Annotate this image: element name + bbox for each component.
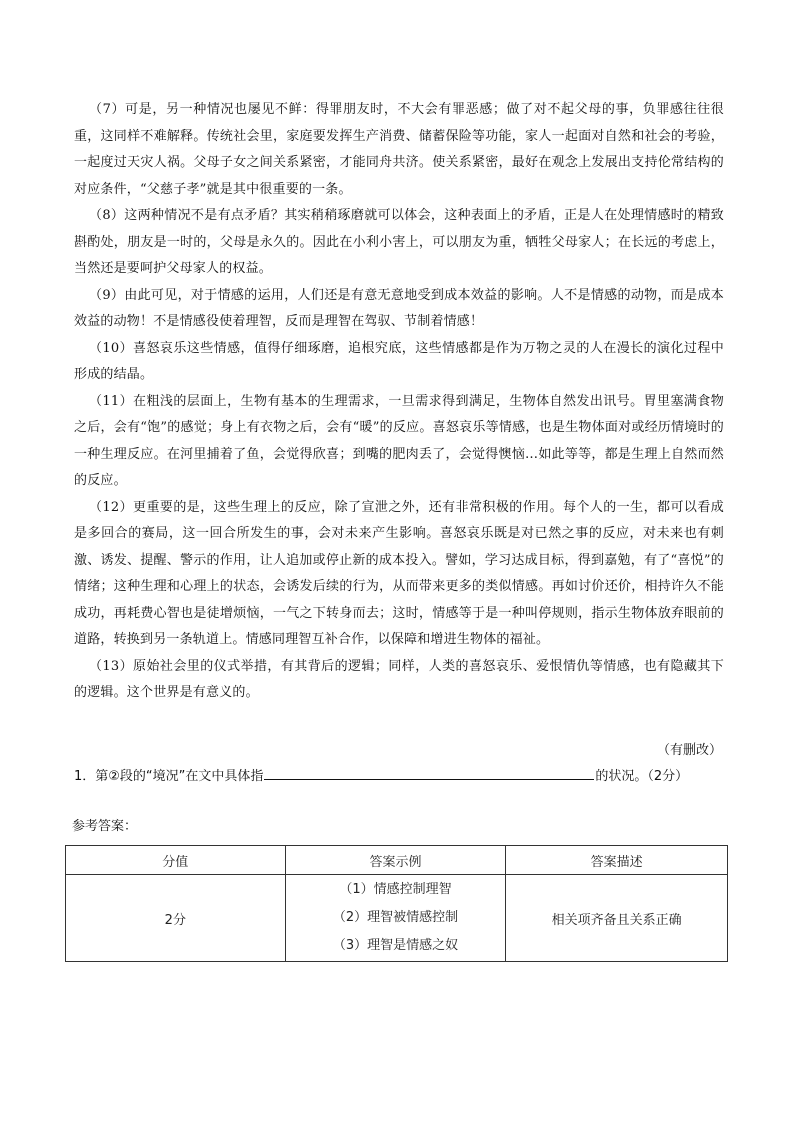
header-example: 答案示例 [285, 846, 506, 875]
question-1 [74, 764, 734, 790]
paragraph-8: （8）这两种情况不是有点矛盾？其实稍稍琢磨就可以体会，这种表面上的矛盾，正是人在处理情感时的精致斟酌处，朋友是一时的，父母是永久的。因此在小利小害上，可以朋友为重，牺牲父母家人；在长远的考虑上，当然还是要呵护父母家人的权益。 [74, 208, 724, 276]
answer-table-header-row [66, 846, 728, 875]
reading-passage [74, 97, 724, 707]
answer-table [65, 845, 728, 962]
paragraph-12: （12）更重要的是，这些生理上的反应，除了宣泄之外，还有非常积极的作用。每个人的一生，都可以看成是多回合的赛局，这一回合所发生的事，会对未来产生影响。喜怒哀乐既是对已然之事的反应，对未来也有刺激、诱发、提醒、警示的作用，让人追加或停止新的成本投入。譬如，学习达成目标，得到嘉勉，有了“喜悦”的情绪；这种生理和心理上的状态，会诱发后续的行为，从而带来更多的类似情感。再如讨价还价，相持许久不能成功，再耗费心智也是徒增烦恼，一气之下转身而去；这时，情感等于是一种叫停规则，指示生物体放弃眼前的道路，转换到另一条轨道上。情感同理智互补合作，以保障和增进生物体的福祉。 [74, 499, 724, 647]
score-cell: 2分 [66, 875, 286, 962]
description-cell: 相关项齐备且关系正确 [506, 875, 728, 962]
header-description: 答案描述 [506, 846, 728, 875]
example-item-2: （2）理智被情感控制 [332, 910, 459, 925]
paragraph-10: （10）喜怒哀乐这些情感，值得仔细琢磨，追根究底，这些情感都是作为万物之灵的人在漫长的演化过程中形成的结晶。 [74, 340, 724, 382]
example-cell [285, 875, 506, 962]
paragraph-7: （7）可是，另一种情况也屡见不鲜：得罪朋友时，不大会有罪恶感；做了对不起父母的事，负罪感往往很重，这同样不难解释。传统社会里，家庭要发挥生产消费、储蓄保险等功能，家人一起面对自然和社会的考验，一起度过天灾人祸。父母子女之间关系紧密，才能同舟共济。使关系紧密，最好在观念上发展出支持伦常结构的对应条件，“父慈子孝”就是其中很重要的一条。 [74, 102, 724, 197]
header-score: 分值 [66, 846, 286, 875]
reference-answer-title: 参考答案： [72, 819, 138, 834]
paragraph-13: （13）原始社会里的仪式举措，有其背后的逻辑；同样，人类的喜怒哀乐、爱恨情仇等情感，也有隐藏其下的逻辑。这个世界是有意义的。 [74, 658, 724, 700]
question-prefix: 1．第②段的“境况”在文中具体指 [74, 769, 264, 784]
paragraph-11: （11）在粗浅的层面上，生物有基本的生理需求，一旦需求得到满足，生物体自然发出讯号。胃里塞满食物之后，会有“饱”的感觉；身上有衣物之后，会有“暖”的反应。喜怒哀乐等情感，也是生物体面对或经历情境时的一种生理反应。在河里捕着了鱼，会觉得欣喜；到嘴的肥肉丢了，会觉得懊恼…如此等等，都是生理上自然而然的反应。 [74, 393, 724, 488]
answer-blank [264, 765, 594, 780]
paragraph-9: （9）由此可见，对于情感的运用，人们还是有意无意地受到成本效益的影响。人不是情感的动物，而是成本效益的动物！不是情感役使着理智，反而是理智在驾驭、节制着情感！ [74, 287, 724, 329]
source-note: （有删改） [656, 743, 722, 758]
example-item-3: （3）理智是情感之奴 [332, 938, 459, 953]
answer-table-row [66, 875, 728, 962]
question-suffix: 的状况。（2分） [595, 769, 689, 784]
example-item-1: （1）情感控制理智 [339, 882, 452, 897]
